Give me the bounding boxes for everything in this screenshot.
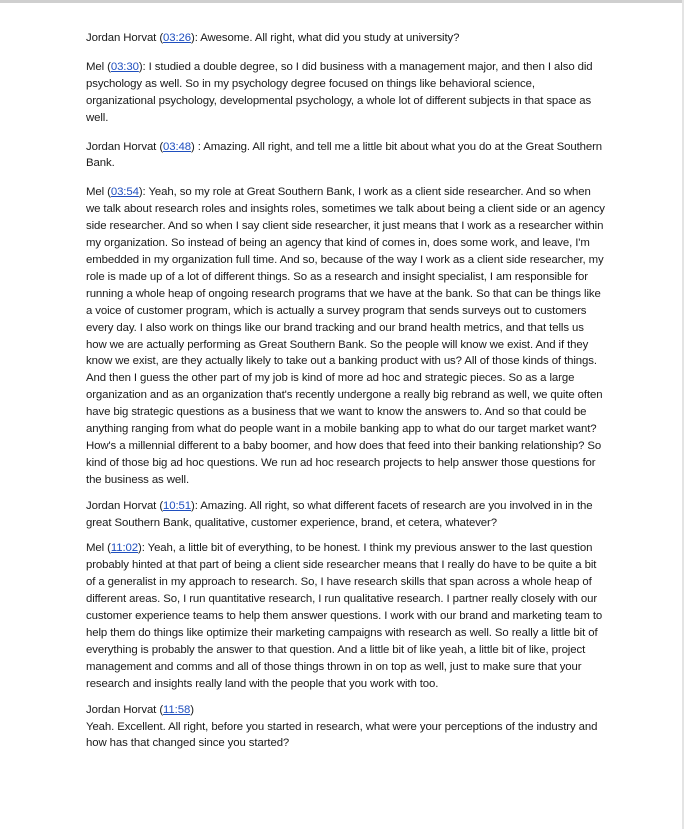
utterance-text: Amazing. All right, and tell me a little bit about what you do at the Great Southern Bank.: [86, 140, 603, 170]
timestamp-link[interactable]: 03:48: [163, 140, 192, 153]
separator: ):: [191, 499, 201, 512]
utterance-text: Yeah. Excellent. All right, before you started in research, what were your perceptions of the industry and how has that changed since you started?: [86, 720, 598, 750]
transcript-entry: Jordan Horvat (11:58) Yeah. Excellent. All right, before you started in research, what were your perceptions of the industry and how has that changed since you started?: [86, 703, 598, 750]
separator: ):: [191, 32, 201, 44]
utterance-text: Yeah, a little bit of everything, to be honest. I think my previous answer to the last question probably hinted at that part of being a client side researcher means that I really do have to be quite a bit of a generalist in my approach to research. So, I have research skills that span across a whole heap of different areas. So, I run quantitative research, I run qualitative research. I partner really closely with our customer experience teams to help them answer questions. I work with our brand and marketing team to help them do things like optimize their marketing campaigns with research as well. So really a little bit of everything is probably the answer to that question. And a little bit of like yeah, a little bit of like, project management and comms and all of those things thrown in on top as well, just to make sure that your research and insights really land with the people that you work with too.: [86, 542, 603, 690]
timestamp-link[interactable]: 03:54: [110, 186, 139, 199]
transcript-entry: Jordan Horvat (03:48) : Amazing. All right, and tell me a little bit about what you do at the Great Southern Bank.: [86, 140, 603, 170]
separator: ):: [138, 186, 149, 199]
speaker-name: Mel: [86, 60, 105, 73]
transcript-entry: Mel (03:54): Yeah, so my role at Great Southern Bank, I work as a client side researcher. And so when we talk about research roles and insights roles, sometimes we talk about being a client side or an agency side researcher. And so when I say client side researcher, it just means that I work as a researcher within my organization. So instead of being an agency that kind of comes in, does some work, and leave, I'm embedded in my organization full time. And so, because of the way I work as a client side researcher, my role is made up of a lot of different things. So as a research and insight specialist, I am responsible for running a whole heap of ongoing research programs that we have at the bank. So that can be things like a voice of customer program, which is actually a survey program that sends surveys out to customers every day. I also work on things like our brand tracking and our brand health metrics, and that tells us how we are actually performing as Great Southern Bank. So the people will know we exist. And if they know we exist, are they actually likely to take out a banking product with us? All of those kinds of things. And then I guess the other part of my job is kind of more ad hoc and strategic pieces. So as a large organization and as an organization that's recently undergone a really big rebrand as well, we quite often have big strategic questions as a business that we want to know the answers to. And so that could be anything ranging from what do people want in a mobile banking app to what do our target market want? How's a millennial different to a baby boomer, and how does that feed into their banking relationship? So kind of those big ad hoc questions. We run ad hoc research projects to help answer those questions for the business as well.: [86, 186, 605, 486]
speaker-name: Jordan Horvat: [86, 703, 157, 716]
separator: ):: [138, 542, 148, 555]
timestamp-link[interactable]: 03:26: [163, 32, 192, 44]
separator: ):: [138, 60, 149, 73]
speaker-name: Jordan Horvat: [86, 140, 157, 153]
utterance-text: Amazing. All right, so what different facets of research are you involved in in the great Southern Bank, qualitative, customer experience, brand, et cetera, whatever?: [86, 499, 593, 529]
speaker-name: Jordan Horvat: [86, 499, 157, 512]
speaker-name: Jordan Horvat: [86, 32, 157, 44]
speaker-name: Mel: [86, 542, 105, 555]
utterance-text: Yeah, so my role at Great Southern Bank, I work as a client side researcher. And so when we talk about research roles and insights roles, sometimes we talk about being a client side or an agency side researcher. And so when I say client side researcher, it just means that I work as a researcher within my organization. So instead of being an agency that kind of comes in, does some work, and leave, I'm embedded in my organization full time. And so, because of the way I work as a client side researcher, my role is made up of a lot of different things. So as a research and insight specialist, I am responsible for running a whole heap of ongoing research programs that we have at the bank. So that can be things like a voice of customer program, which is actually a survey program that sends surveys out to customers every day. I also work on things like our brand tracking and our brand health metrics, and that tells us how we are actually performing as Great Southern Bank. So the people will know we exist. And if they know we exist, are they actually likely to take out a banking product with us? All of those kinds of things. And then I guess the other part of my job is kind of more ad hoc and strategic pieces. So as a large organization and as an organization that's recently undergone a really big rebrand as well, we quite often have big strategic questions as a business that we want to know the answers to. And so that could be anything ranging from what do people want in a mobile banking app to what do our target market want? How's a millennial different to a baby boomer, and how does that feed into their banking relationship? So kind of those big ad hoc questions. We run ad hoc research projects to help answer those questions for the business as well.: [86, 186, 605, 486]
timestamp-link[interactable]: 03:30: [110, 60, 139, 73]
transcript-entry: Jordan Horvat (03:26): Awesome. All right, what did you study at university?: [86, 32, 460, 44]
timestamp-link[interactable]: 10:51: [163, 499, 192, 512]
utterance-text: I studied a double degree, so I did business with a management major, and then I also did psychology as well. So in my psychology degree focused on things like behavioral science, organizational psychology, developmental psychology, a whole lot of different subjects in that space as well.: [86, 60, 593, 124]
separator: ) :: [191, 140, 204, 153]
transcript-entry: Mel (03:30): I studied a double degree, so I did business with a management major, and then I also did psychology as well. So in my psychology degree focused on things like behavioral science, organizational psychology, developmental psychology, a whole lot of different subjects in that space as well.: [86, 60, 593, 124]
separator: ): [190, 703, 194, 716]
transcript-entry: Jordan Horvat (10:51): Amazing. All right, so what different facets of research are you involved in in the great Southern Bank, qualitative, customer experience, brand, et cetera, whatever?: [86, 499, 593, 529]
timestamp-link[interactable]: 11:58: [163, 703, 191, 716]
page-top-border: [0, 0, 684, 3]
speaker-name: Mel: [86, 186, 105, 199]
timestamp-link[interactable]: 11:02: [110, 542, 138, 555]
transcript-document: [86, 30, 606, 764]
utterance-text: Awesome. All right, what did you study at university?: [200, 32, 460, 44]
transcript-entry: Mel (11:02): Yeah, a little bit of everything, to be honest. I think my previous answer to the last question probably hinted at that part of being a client side researcher means that I really do have to be quite a bit of a generalist in my approach to research. So, I have research skills that span across a whole heap of different areas. So, I run quantitative research, I run qualitative research. I partner really closely with our customer experience teams to help them answer questions. I work with our brand and marketing team to help them do things like optimize their marketing campaigns with research as well. So really a little bit of everything is probably the answer to that question. And a little bit of like yeah, a little bit of like, project management and comms and all of those things thrown in on top as well, just to make sure that your research and insights really land with the people that you work with too.: [86, 542, 603, 690]
